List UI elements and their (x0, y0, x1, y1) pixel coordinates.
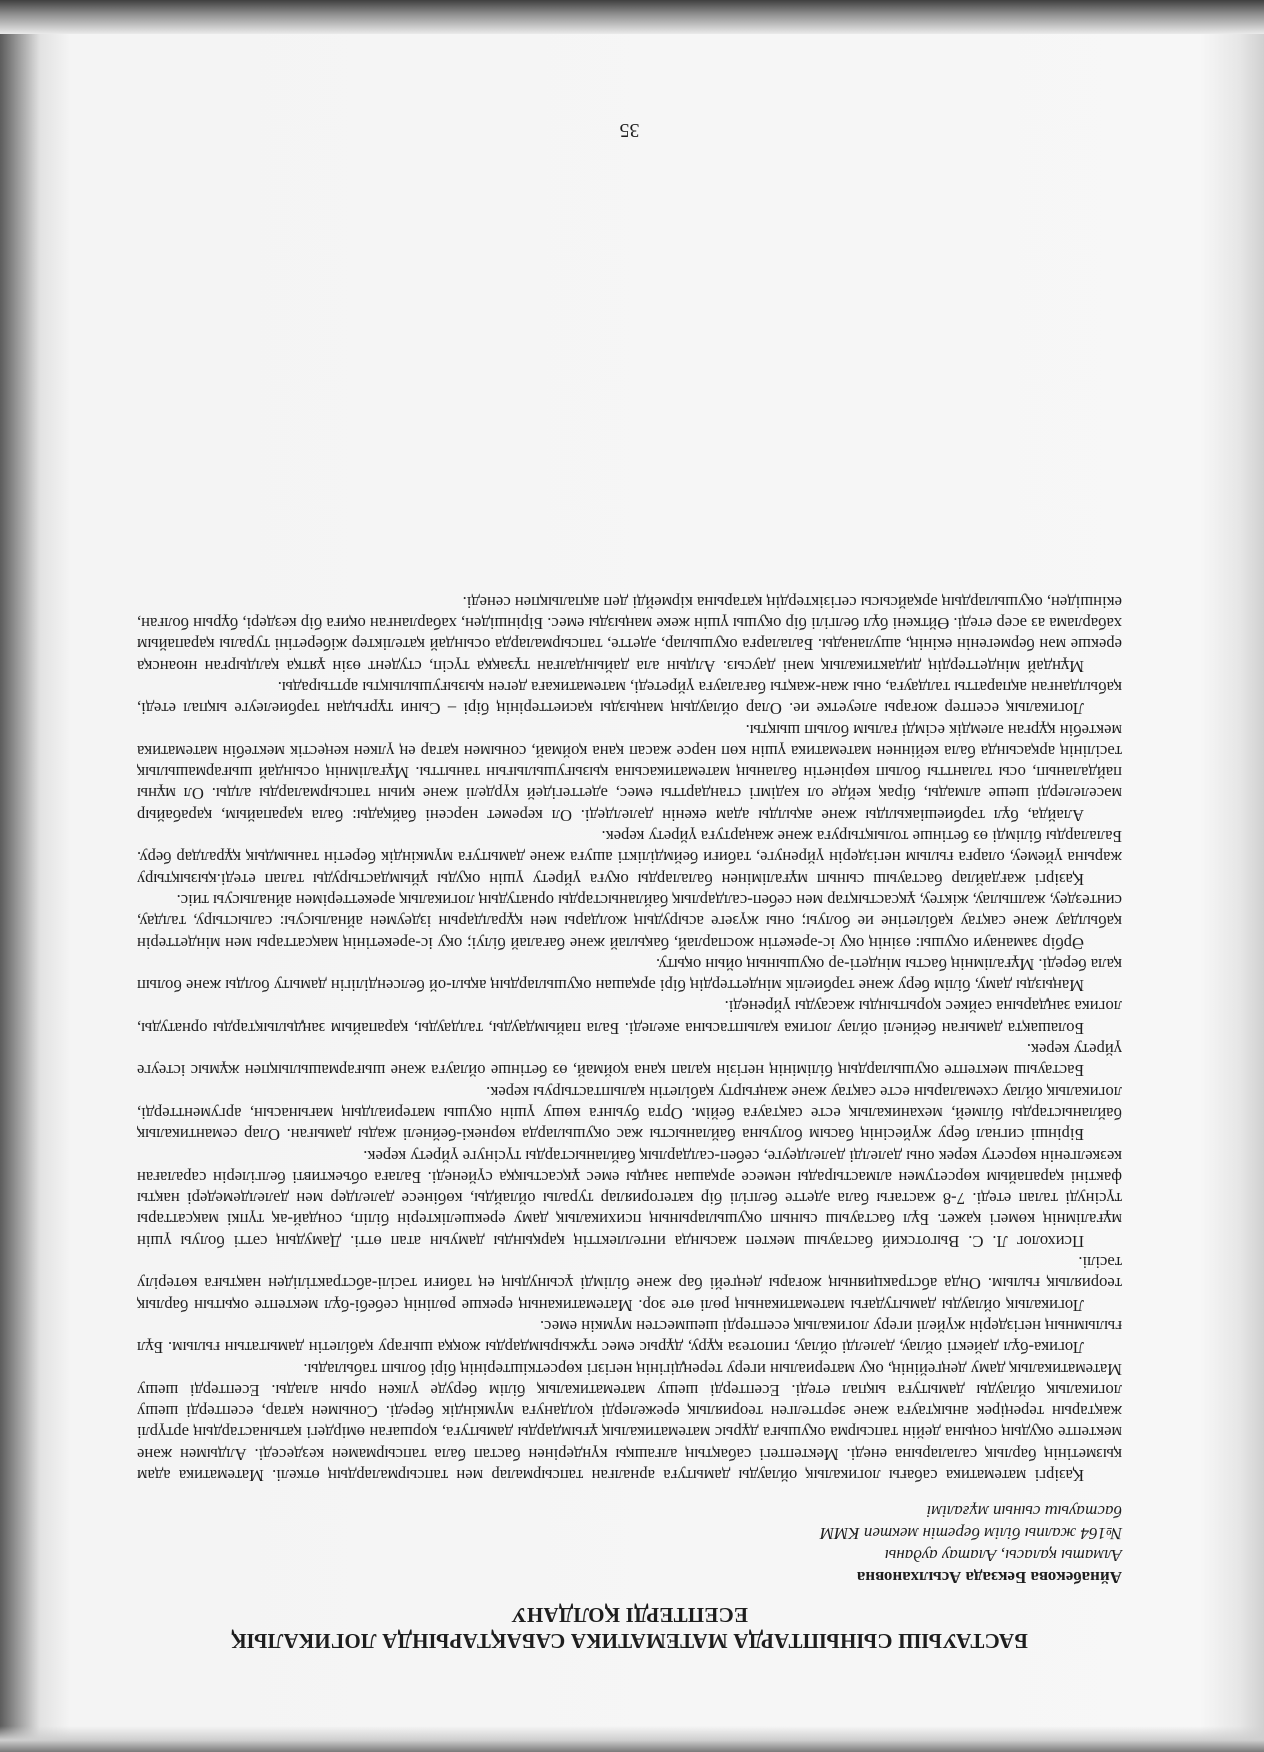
paragraph: Маңызды даму, білім беру және тәрбиелік міндеттердің бірі әрқашан оқушылардың ақыл-ой белсенділігін дамыту болды және болып қала береді. Мұғалімнің басты міндеті-әр оқушының ойын оқыту. (137, 954, 1122, 996)
article-body (137, 592, 1122, 1486)
paragraph: Қазіргі математика сабағы логикалық ойлауды дамытуға арналған тапсырмалар мен тапсырмалардың өткелі. Математика адам қызметінің барлық салаларына енеді. Мектептегі сабақтың алғашқы күндерінен бастап бала тапсырмамен кездеседі. Алдымен және мектепте оқудың соңына дейін тапсырма оқушыға дұрыс математикалық ұғымдарды дамытуға, қоршаған өмірдегі қатынастардың әртүрлі жақтарын тереңірек анықтауға және зерттелген теориялық ережелерді қолдануға мүмкіндік береді. Сонымен қатар, есептерді шешу логикалық ойлауды дамытуға ықпал етеді. Есептерді шешу математикалық білім беруде үлкен орын алады. Есептерді шешу Математикалық даму деңгейінің, оқу материалын игеру тереңдігінің негізгі көрсеткіштерінің бірі болып табылады. (137, 1359, 1122, 1485)
paragraph: Бірінші сигнал беру жүйесінің басым болуына байланысты жас оқушыларда көрнекі-бейнелі жады дамыған. Олар семантикалық байланыстарды білмей, механикалық есте сақтауға бейім. Орта буынға көшу үшін оқушы материалдың мағынасын, аргументтерді, логикалық ойлау схемаларын есте сақтау және жаңғырту қабілетін қалыптастыруы керек. (137, 1082, 1122, 1145)
title-line: БАСТАУЫШ СЫНЫПТАРДА МАТЕМАТИКА САБАҚТАРЫНДА ЛОГИКАЛЫҚ (231, 1629, 1028, 1653)
paragraph: Логикалық ойлауды дамытудағы математиканың рөлі өте зор. Математиканың ерекше рөлінің себебі-бұл мектепте оқытын барлық теориялық ғылым. Онда абстракцияның жоғары деңгейі бар және білімді ұсынудың ең табиғи тәсілі-абстрактіліден нақтыға көтерілу тәсілі. (137, 1253, 1122, 1315)
author-name: Айнабекова Бекзада Асылхановна (856, 1568, 1122, 1587)
paragraph: Болашақта дамыған бейнелі ойлау логика қалыптасына әкеледі. Бала пайымдауды, талдауды, қарапайым заңдылықтарды орнатуды, логика заңдарына сәйкес қорытынды жасауды үйренеді. (137, 997, 1122, 1038)
paragraph: Логика-бұл дәйекті ойлау, дәлелді ойлау, гипотеза құру, дұрыс емес тұжырымдарды жоққа шығару қабілетін дамытатын ғылым. Бұл ғылымның негіздерін жүйелі игеру логикалық есептерді шешместен мүмкін емес. (137, 1316, 1122, 1358)
article-title (137, 1602, 1122, 1654)
article (137, 94, 1122, 1654)
paragraph: Логикалық есептер жоғары әлеуетке ие. Олар ойлаудың маңызды қасиеттерінің бірі – Сыни тұрғыдан тәрбиелеуге ықпал етеді, қабылданған ақпаратты талдауға, оны жан-жақты бағалауға үйретеді, математикаға деген қызығушылықты арттырады. (137, 678, 1122, 719)
paragraph: Қазіргі жағдайлар бастауыш сынып мұғалімінен балаларды оқуға үйрету үшін оқуды ұйымдастыруды талап етеді.қызықтыру жарына үйемеу, оларға ғылым негіздерін үйренуге, табиғи беймділікті ашуға және дамытуға мүмкіндік беретін танымдық құралдар беру. Балаларды білімді өз бетінше толықтыруға және жаңартуға үйрету керек. (137, 827, 1122, 889)
paragraph: Алайда, бұл тәрбиешіакылды және ақылды адам екенін дәлелдеді. Ол керемет нәрсені байқады: бала қарапайым, қарабайыр мәселелерді шеше алмады, бірақ кейде ол кәдімгі стандартты емес, әдеттегідей күрделі және қиын тапсырмаларды алды. Ол мұны пайдаланып, осы талантты болып көрінетін баланың математикасына қызығушылығын танытты. Мұғалімнің осындай шығармашылық тәсілінің арқасында бала кейіннен математика үшін көп нәрсе жасап қана қоймай, сонымен қатар ең үлкен кеңестік мектебін математика мектебін құрған әлемдік есімді ғалым болып шықты. (137, 720, 1122, 825)
paragraph: Психолог Л. С. Выготский бастауыш мектеп жасында интеллекттің қарқынды дамуын атап өтті. Дамудың сәтті болуы үшін мұғалімнің көмегі қажет. Бұл бастауыш сынып оқушыларының психикалық даму ерекшеліктерін біліп, сондай-ақ түпкі мақсаттары түсінуді талап етеді. 7-8 жастағы бала әдетте белгілі бір категориялар туралы ойлайды, көбінесе дәлелдер мен дәлелдемедері нақты фактіні қарапайым көрсетумен алмастырады немесе әрқашан заңды емес ұқсастыққа сүйенеді. Балаға объективті белгілерін саралаған кезкелгенін көрсету керек оны дәлелді дәлелдеуге, себеп-салдарлық байланыстарды түсінуге үйрету керек. (137, 1146, 1122, 1251)
author-affiliation: Алматы қаласы, Алатау ауданы (884, 1546, 1122, 1565)
paragraph: Мұндай міндеттердің дидактикалық мәні даусыз. Алдын ала дайындалған тұзаққа түсіп, студент өзін ұятқа қалдырған нюансқа ерекше мән бермегенін екінің, ашуланады. Балаларға оқушылар, әдетте, тапсырмаларда осындай қателіктер жіберетіні туралы қарапайым хабарлама аз әсер етеді. Өйткені бұл белгілі бір оқушы үшін жеке маңызды емес. Біріншіден, хабарланған оқиға бір кездері, бұрын болған, екіншіден, оқушылардың әрқайсысы сегізіктердің қатарына кірмейді деп ақпалықпен сенеді. (137, 592, 1122, 676)
page-number: 35 (619, 119, 640, 141)
author-affiliation: №164 жалпы білім беретін мектеп КММ (820, 1524, 1122, 1543)
paragraph: Бастауыш мектепте оқушылардың білімінің негізін қалап қана қоймай, өз бетінше ойлауға және шығармашылықпен жұмыс істеуге үйрету керек. (137, 1040, 1122, 1081)
author-affiliation: бастауыш сынып мұғалімі (926, 1502, 1122, 1521)
paragraph: Әрбір заманауи оқушы: өзінің оқу іс-әрекетін жоспарлай, бақылай және бағалай білуі; оқу іс-әрекетінің мақсаттары мен міндеттерін қабылдау және сақтау қабілетіне ие болуы; оны жүзеге асырудың жолдары мен құралдарын іздеумен айналысуы: салыстыру, талдау, синтездеу, жалпылау, жіктеу, ұқсастықтар мен себеп-салдарлық байланыстарды орнатудың логикалық әрекеттерімен айналысуы тиіс. (137, 890, 1122, 953)
title-line: ЕСЕПТЕРДІ ҚОЛДАНУ (511, 1603, 748, 1627)
author-block (137, 1500, 1122, 1588)
